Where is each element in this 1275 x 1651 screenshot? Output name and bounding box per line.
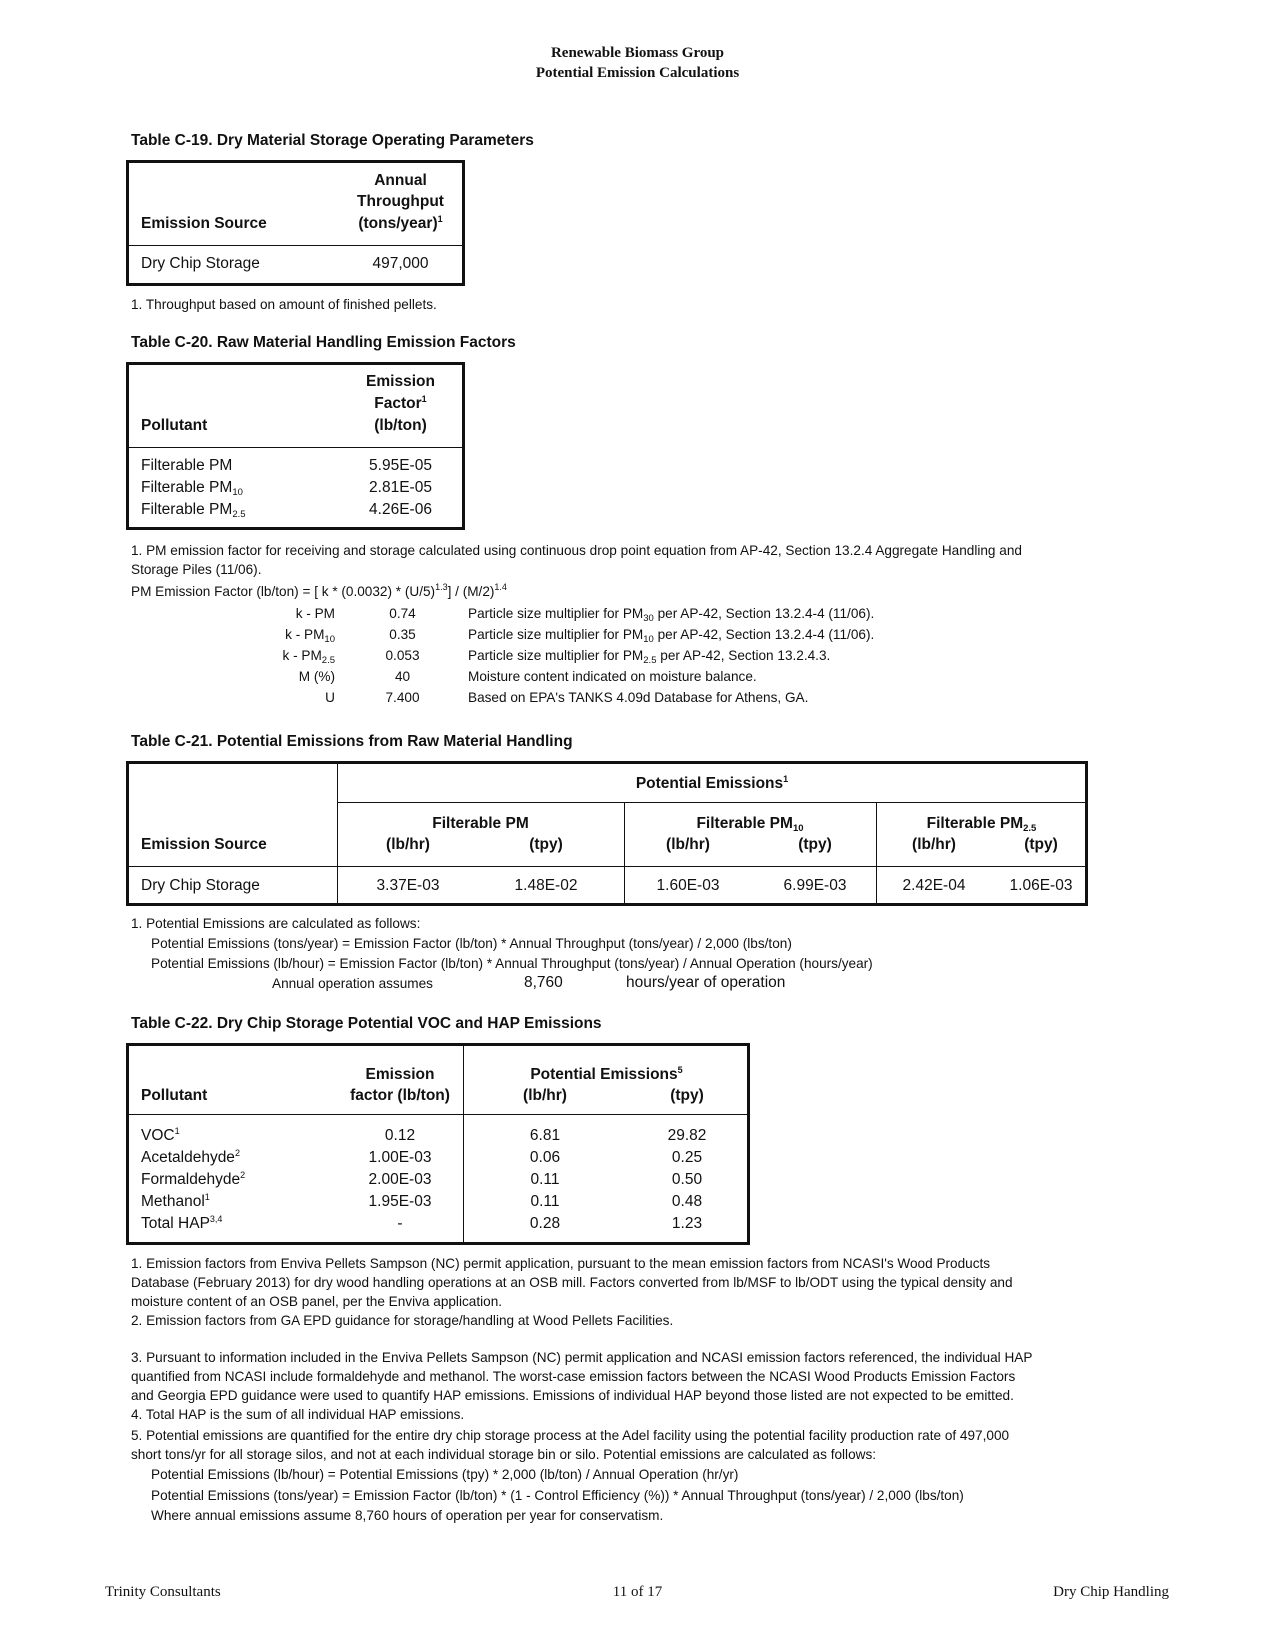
table-c19-col-throughput-l2: Throughput [357, 193, 444, 210]
table-c22-row-lbhr: 0.11 [530, 1193, 560, 1210]
table-c19-header-divider [126, 245, 465, 246]
table-c19-row-source: Dry Chip Storage [141, 255, 260, 272]
table-c22-note-line: 3. Pursuant to information included in the Enviva Pellets Sampson (NC) permit application and NCASI emission factors referenced, the individual HAP [131, 1350, 1033, 1365]
param-value: 0.053 [385, 648, 420, 663]
table-c22-col-potential-emissions: Potential Emissions$^5$ [530, 1065, 683, 1083]
table-c21-note-line3: Potential Emissions (lb/hour) = Emission Factor (lb/ton) * Annual Throughput (tons/year) / Annual Operation (hours/year) [151, 956, 873, 971]
table-c19-caption: Table C-19. Dry Material Storage Operating Parameters [131, 132, 534, 149]
table-c22-note-line: and Georgia EPD guidance were used to quantify HAP emissions. Emissions of individual HAP beyond those listed are not expected to be emitted. [131, 1388, 1014, 1403]
table-c22-row-ef: 1.95E-03 [368, 1193, 432, 1210]
annual-operation-label: Annual operation assumes [272, 976, 433, 991]
table-c21-unit-tpy: (tpy) [1024, 836, 1058, 853]
param-label: k - $PM_{2.5}$ [282, 648, 335, 666]
table-c22-note-line: Database (February 2013) for dry wood handling operations at an OSB mill. Factors converted from lb/MSF to lb/ODT using the typical density and [131, 1275, 1013, 1290]
table-c21-cell: 1.48E-02 [514, 877, 578, 894]
table-c20-col-pollutant: Pollutant [141, 417, 208, 434]
table-c20-col-ef-l2: Factor$^1$ [374, 394, 427, 412]
table-c22-row-ef: 0.12 [384, 1127, 416, 1144]
table-c22-header-divider [126, 1114, 750, 1115]
table-c19-col-source: Emission Source [141, 215, 267, 232]
table-c22-note-line: 4. Total HAP is the sum of all individual HAP emissions. [131, 1407, 465, 1422]
document-header-company: Renewable Biomass Group [550, 45, 725, 61]
table-c22-row-pollutant: Total HAP$^{3,4}$ [141, 1214, 223, 1232]
annual-operation-unit: hours/year of operation [626, 974, 786, 991]
table-c21-divider [337, 802, 1087, 803]
table-c22-row-pollutant: Formaldehyde$^2$ [141, 1170, 246, 1188]
table-c22-note-line: short tons/yr for all storage silos, and not at each individual storage bin or silo. Potential emissions are calculated as follows: [131, 1447, 877, 1462]
table-c22-note-line: quantified from NCASI include formaldehyde and methanol. The worst-case emission factors between the NCASI Wood Products Emission Factors [131, 1369, 1016, 1384]
table-c19-col-throughput-l3: (tons/year)$^1$ [358, 214, 443, 232]
table-c22-row-ef: - [397, 1215, 403, 1232]
table-c20-row-pollutant: Filterable $PM_{10}$ [141, 479, 243, 498]
pm-emission-factor-equation: PM Emission Factor (lb/ton) = [ k * $(0.0032) * (U/5)^{1.3}] / (M/2)^{1.4}$ [131, 582, 507, 599]
table-c21-note-line2: Potential Emissions (tons/year) = Emission Factor (lb/ton) * Annual Throughput (tons/year) / 2,000 (lbs/ton) [151, 936, 792, 951]
table-c22-note-line: 5. Potential emissions are quantified for the entire dry chip storage process at the Adel facility using the potential facility production rate of 497,000 [131, 1428, 1010, 1443]
table-c22-row-lbhr: 0.28 [529, 1215, 561, 1232]
table-c21-caption: Table C-21. Potential Emissions from Raw Material Handling [131, 733, 573, 750]
table-c21-col-pm10: Filterable $PM_{10}$ [696, 815, 804, 834]
table-c22-row-pollutant: Acetaldehyde$^2$ [141, 1148, 240, 1166]
table-c19-row-value: 497,000 [372, 255, 429, 272]
table-c21-row-source: Dry Chip Storage [141, 877, 260, 894]
table-c22-row-tpy: 1.23 [671, 1215, 703, 1232]
table-c22-caption: Table C-22. Dry Chip Storage Potential VOC and HAP Emissions [131, 1015, 602, 1032]
footer-section: Dry Chip Handling [1053, 1584, 1169, 1600]
table-c22-row-lbhr: 0.06 [529, 1149, 561, 1166]
table-c22-note-line: Where annual emissions assume 8,760 hours of operation per year for conservatism. [151, 1508, 664, 1523]
table-c22-row-tpy: 0.25 [671, 1149, 703, 1166]
table-c21-header-divider [126, 866, 1088, 867]
table-c20-col-ef-l1: Emission [366, 373, 435, 390]
table-c21-unit-tpy: (tpy) [798, 836, 832, 853]
table-c21-unit-tpy: (tpy) [529, 836, 563, 853]
param-label: U [325, 690, 335, 705]
param-description: Based on EPA's TANKS 4.09d Database for Athens, GA. [468, 690, 809, 705]
footer-page-number: 11 of 17 [612, 1584, 663, 1600]
footer-company: Trinity Consultants [105, 1584, 221, 1600]
table-c19-col-throughput-l1: Annual [374, 172, 427, 189]
table-c20-row-value: 5.95E-05 [369, 457, 432, 474]
table-c21-cell: 1.06E-03 [1009, 877, 1073, 894]
table-c20-row-value: 4.26E-06 [369, 501, 432, 518]
table-c22-note-line: Potential Emissions (tons/year) = Emission Factor (lb/ton) * (1 - Control Efficiency (%)) * Annual Throughput (tons/year) / 2,000 (lbs/ton) [151, 1488, 964, 1503]
table-c21-note-line1: 1. Potential Emissions are calculated as follows: [131, 916, 421, 931]
table-c20-row-value: 2.81E-05 [369, 479, 432, 496]
table-c22-col-pollutant: Pollutant [141, 1087, 208, 1104]
param-value: 7.400 [385, 690, 420, 705]
table-c21-cell: 2.42E-04 [902, 877, 966, 894]
table-c22-note-line: moisture content of an OSB panel, per the Enviva application. [131, 1294, 503, 1309]
table-c21-cell: 3.37E-03 [376, 877, 440, 894]
param-label: M (%) [298, 669, 335, 684]
table-c22-row-tpy: 29.82 [667, 1127, 707, 1144]
table-c22-col-ef-l1: Emission [365, 1066, 435, 1083]
table-c22-note-line: 2. Emission factors from GA EPD guidance for storage/handling at Wood Pellets Facilities. [131, 1313, 674, 1328]
table-c19-note: 1. Throughput based on amount of finished pellets. [131, 297, 437, 312]
table-c22-row-ef: 1.00E-03 [368, 1149, 432, 1166]
table-c21-group-header: Potential Emissions$^1$ [635, 774, 789, 792]
table-c21-col-pm25: Filterable $PM_{2.5}$ [926, 815, 1037, 834]
param-label: k - PM [295, 606, 335, 621]
document-header-title: Potential Emission Calculations [535, 65, 740, 81]
table-c22-col-lbhr: (lb/hr) [523, 1087, 567, 1104]
table-c22-note-line: 1. Emission factors from Enviva Pellets Sampson (NC) permit application, pursuant to the mean emission factors from NCASI's Wood Products [131, 1256, 991, 1271]
table-c22-row-lbhr: 6.81 [529, 1127, 561, 1144]
table-c20-note-line2: Storage Piles (11/06). [131, 562, 262, 577]
table-c20-col-ef-l3: (lb/ton) [374, 417, 427, 434]
table-c20-note-line1: 1. PM emission factor for receiving and storage calculated using continuous drop point equation from AP-42, Section 13.2.4 Aggregate Handling and [131, 543, 1022, 558]
table-c20-row-pollutant: Filterable PM [141, 457, 233, 474]
table-c20-header-divider [126, 447, 465, 448]
param-value: 40 [394, 669, 411, 684]
table-c22-row-lbhr: 0.11 [530, 1171, 560, 1188]
param-description: Particle size multiplier for $PM_{2.5}$ per AP-42, Section 13.2.4.3. [468, 648, 831, 666]
table-c22-row-tpy: 0.48 [671, 1193, 703, 1210]
param-value: 0.35 [389, 627, 416, 642]
table-c22-row-pollutant: Methanol$^1$ [141, 1192, 210, 1210]
table-c21-unit-lbhr: (lb/hr) [386, 836, 430, 853]
table-c21-cell: 6.99E-03 [783, 877, 847, 894]
table-c22-note-line: Potential Emissions (lb/hour) = Potential Emissions (tpy) * 2,000 (lb/ton) / Annual Operation (hr/yr) [151, 1467, 739, 1482]
table-c21-unit-lbhr: (lb/hr) [666, 836, 710, 853]
param-description: Particle size multiplier for $PM_{10}$ per AP-42, Section 13.2.4-4 (11/06). [468, 627, 875, 645]
table-c21-cell: 1.60E-03 [656, 877, 720, 894]
table-c22-row-pollutant: VOC$^1$ [141, 1126, 180, 1144]
table-c22-row-ef: 2.00E-03 [368, 1171, 432, 1188]
table-c21-col-pm: Filterable PM [432, 815, 529, 832]
param-description: Moisture content indicated on moisture balance. [468, 669, 757, 684]
param-value: 0.74 [389, 606, 416, 621]
table-c22-col-ef-l2: factor (lb/ton) [350, 1087, 450, 1104]
table-c20-caption: Table C-20. Raw Material Handling Emission Factors [131, 334, 516, 351]
table-c22-row-tpy: 0.50 [671, 1171, 703, 1188]
table-c22-col-tpy: (tpy) [670, 1087, 704, 1104]
annual-operation-value: 8,760 [524, 974, 563, 991]
table-c20-row-pollutant: Filterable $PM_{2.5}$ [141, 501, 246, 520]
param-description: Particle size multiplier for $PM_{30}$ per AP-42, Section 13.2.4-4 (11/06). [468, 606, 875, 624]
param-label: k - $PM_{10}$ [285, 627, 335, 645]
table-c21-col-source: Emission Source [141, 836, 267, 853]
table-c21-unit-lbhr: (lb/hr) [912, 836, 956, 853]
